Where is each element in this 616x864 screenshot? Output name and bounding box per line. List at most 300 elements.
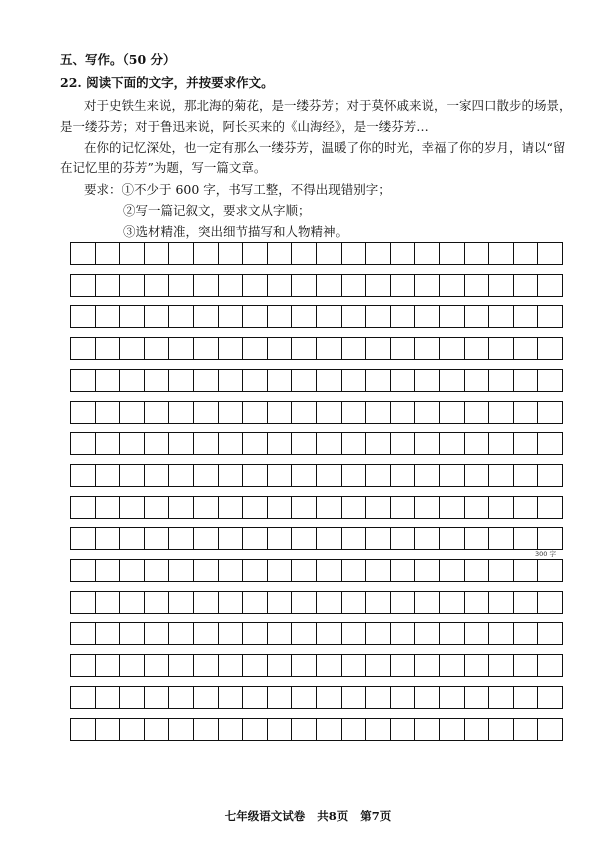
grid-cell[interactable] [390,338,415,359]
grid-cell[interactable] [464,275,489,296]
grid-cell[interactable] [390,623,415,644]
grid-cell[interactable] [537,655,563,676]
grid-cell[interactable] [439,243,464,264]
grid-cell[interactable] [168,687,193,708]
grid-cell[interactable] [218,433,243,454]
grid-cell[interactable] [414,338,439,359]
grid-cell[interactable] [242,465,267,486]
grid-cell[interactable] [193,370,218,391]
grid-cell[interactable] [316,719,341,740]
grid-cell[interactable] [70,623,95,644]
grid-cell[interactable] [439,719,464,740]
grid-cell[interactable] [439,338,464,359]
grid-cell[interactable] [488,275,513,296]
grid-cell[interactable] [341,243,366,264]
grid-cell[interactable] [341,560,366,581]
grid-cell[interactable] [365,465,390,486]
grid-cell[interactable] [193,655,218,676]
grid-cell[interactable] [365,592,390,613]
grid-cell[interactable] [193,592,218,613]
grid-cell[interactable] [95,623,120,644]
grid-cell[interactable] [513,560,538,581]
grid-cell[interactable] [439,560,464,581]
grid-cell[interactable] [168,370,193,391]
grid-cell[interactable] [218,497,243,518]
grid-cell[interactable] [168,402,193,423]
grid-cell[interactable] [341,719,366,740]
grid-cell[interactable] [119,370,144,391]
grid-cell[interactable] [390,497,415,518]
grid-cell[interactable] [267,497,292,518]
grid-cell[interactable] [242,592,267,613]
grid-cell[interactable] [513,433,538,454]
grid-cell[interactable] [267,433,292,454]
grid-cell[interactable] [291,465,316,486]
grid-cell[interactable] [537,465,563,486]
grid-cell[interactable] [316,497,341,518]
grid-cell[interactable] [341,528,366,549]
grid-cell[interactable] [537,560,563,581]
grid-cell[interactable] [390,719,415,740]
grid-cell[interactable] [95,655,120,676]
grid-cell[interactable] [316,528,341,549]
grid-cell[interactable] [218,402,243,423]
grid-cell[interactable] [267,338,292,359]
grid-cell[interactable] [439,275,464,296]
grid-cell[interactable] [95,243,120,264]
grid-cell[interactable] [70,687,95,708]
grid-cell[interactable] [119,243,144,264]
grid-cell[interactable] [242,306,267,327]
grid-cell[interactable] [513,719,538,740]
grid-cell[interactable] [390,275,415,296]
grid-cell[interactable] [488,402,513,423]
grid-cell[interactable] [70,560,95,581]
grid-cell[interactable] [144,528,169,549]
grid-cell[interactable] [218,465,243,486]
grid-cell[interactable] [144,623,169,644]
grid-cell[interactable] [218,338,243,359]
grid-cell[interactable] [95,275,120,296]
grid-cell[interactable] [439,655,464,676]
grid-cell[interactable] [144,592,169,613]
grid-cell[interactable] [439,592,464,613]
grid-cell[interactable] [414,623,439,644]
grid-cell[interactable] [95,402,120,423]
grid-cell[interactable] [218,243,243,264]
grid-cell[interactable] [267,465,292,486]
grid-cell[interactable] [242,528,267,549]
grid-cell[interactable] [193,623,218,644]
grid-cell[interactable] [95,719,120,740]
grid-cell[interactable] [291,402,316,423]
grid-cell[interactable] [488,338,513,359]
grid-cell[interactable] [291,592,316,613]
grid-cell[interactable] [95,497,120,518]
grid-cell[interactable] [242,497,267,518]
grid-cell[interactable] [365,623,390,644]
grid-cell[interactable] [390,402,415,423]
grid-cell[interactable] [464,338,489,359]
grid-cell[interactable] [537,370,563,391]
grid-cell[interactable] [414,465,439,486]
grid-cell[interactable] [316,275,341,296]
grid-cell[interactable] [390,433,415,454]
grid-cell[interactable] [464,497,489,518]
grid-cell[interactable] [70,719,95,740]
grid-cell[interactable] [70,528,95,549]
grid-cell[interactable] [439,465,464,486]
grid-cell[interactable] [291,719,316,740]
grid-cell[interactable] [414,655,439,676]
grid-cell[interactable] [70,370,95,391]
grid-cell[interactable] [439,306,464,327]
grid-cell[interactable] [316,433,341,454]
grid-cell[interactable] [168,338,193,359]
answer-grid[interactable] [70,242,563,750]
grid-cell[interactable] [390,370,415,391]
grid-cell[interactable] [537,528,563,549]
grid-cell[interactable] [144,497,169,518]
grid-cell[interactable] [341,655,366,676]
grid-cell[interactable] [193,687,218,708]
grid-cell[interactable] [144,275,169,296]
grid-cell[interactable] [242,433,267,454]
grid-cell[interactable] [267,560,292,581]
grid-cell[interactable] [365,306,390,327]
grid-cell[interactable] [291,275,316,296]
grid-cell[interactable] [488,243,513,264]
grid-cell[interactable] [291,433,316,454]
grid-cell[interactable] [513,370,538,391]
grid-cell[interactable] [119,623,144,644]
grid-cell[interactable] [242,687,267,708]
grid-cell[interactable] [341,433,366,454]
grid-cell[interactable] [341,592,366,613]
grid-cell[interactable] [291,497,316,518]
grid-cell[interactable] [168,465,193,486]
grid-cell[interactable] [218,528,243,549]
grid-cell[interactable] [513,306,538,327]
grid-cell[interactable] [464,306,489,327]
grid-cell[interactable] [218,370,243,391]
grid-cell[interactable] [390,560,415,581]
grid-cell[interactable] [119,433,144,454]
grid-cell[interactable] [168,623,193,644]
grid-cell[interactable] [119,338,144,359]
grid-cell[interactable] [365,655,390,676]
grid-cell[interactable] [390,655,415,676]
grid-cell[interactable] [365,719,390,740]
grid-cell[interactable] [414,275,439,296]
grid-cell[interactable] [144,370,169,391]
grid-cell[interactable] [70,592,95,613]
grid-cell[interactable] [267,687,292,708]
grid-cell[interactable] [316,402,341,423]
grid-cell[interactable] [168,275,193,296]
grid-cell[interactable] [464,465,489,486]
grid-cell[interactable] [267,370,292,391]
grid-cell[interactable] [144,243,169,264]
grid-cell[interactable] [95,433,120,454]
grid-cell[interactable] [119,592,144,613]
grid-cell[interactable] [144,402,169,423]
grid-cell[interactable] [316,623,341,644]
grid-cell[interactable] [291,338,316,359]
grid-cell[interactable] [193,497,218,518]
grid-cell[interactable] [193,243,218,264]
grid-cell[interactable] [414,497,439,518]
grid-cell[interactable] [70,338,95,359]
grid-cell[interactable] [316,655,341,676]
grid-cell[interactable] [316,687,341,708]
grid-cell[interactable] [316,465,341,486]
grid-cell[interactable] [95,338,120,359]
grid-cell[interactable] [414,592,439,613]
grid-cell[interactable] [144,465,169,486]
grid-cell[interactable] [414,306,439,327]
grid-cell[interactable] [119,528,144,549]
grid-cell[interactable] [267,243,292,264]
grid-cell[interactable] [488,655,513,676]
grid-cell[interactable] [488,687,513,708]
grid-cell[interactable] [513,497,538,518]
grid-cell[interactable] [390,592,415,613]
grid-cell[interactable] [316,560,341,581]
grid-cell[interactable] [513,687,538,708]
grid-cell[interactable] [439,433,464,454]
grid-cell[interactable] [193,275,218,296]
grid-cell[interactable] [513,465,538,486]
grid-cell[interactable] [341,402,366,423]
grid-cell[interactable] [242,338,267,359]
grid-cell[interactable] [464,623,489,644]
grid-cell[interactable] [316,338,341,359]
grid-cell[interactable] [365,528,390,549]
grid-cell[interactable] [267,719,292,740]
grid-cell[interactable] [414,433,439,454]
grid-cell[interactable] [365,560,390,581]
grid-cell[interactable] [390,243,415,264]
grid-cell[interactable] [513,275,538,296]
grid-cell[interactable] [365,497,390,518]
grid-cell[interactable] [464,687,489,708]
grid-cell[interactable] [119,402,144,423]
grid-cell[interactable] [365,433,390,454]
grid-cell[interactable] [218,592,243,613]
grid-cell[interactable] [414,243,439,264]
grid-cell[interactable] [291,687,316,708]
grid-cell[interactable] [464,560,489,581]
grid-cell[interactable] [168,497,193,518]
grid-cell[interactable] [291,306,316,327]
grid-cell[interactable] [341,275,366,296]
grid-cell[interactable] [168,528,193,549]
grid-cell[interactable] [70,465,95,486]
grid-cell[interactable] [513,338,538,359]
grid-cell[interactable] [267,592,292,613]
grid-cell[interactable] [513,592,538,613]
grid-cell[interactable] [488,370,513,391]
grid-cell[interactable] [70,433,95,454]
grid-cell[interactable] [119,560,144,581]
grid-cell[interactable] [193,465,218,486]
grid-cell[interactable] [267,306,292,327]
grid-cell[interactable] [365,402,390,423]
grid-cell[interactable] [488,623,513,644]
grid-cell[interactable] [341,306,366,327]
grid-cell[interactable] [488,719,513,740]
grid-cell[interactable] [390,465,415,486]
grid-cell[interactable] [168,306,193,327]
grid-cell[interactable] [119,719,144,740]
grid-cell[interactable] [414,687,439,708]
grid-cell[interactable] [488,433,513,454]
grid-cell[interactable] [439,402,464,423]
grid-cell[interactable] [144,433,169,454]
grid-cell[interactable] [537,275,563,296]
grid-cell[interactable] [95,560,120,581]
grid-cell[interactable] [218,560,243,581]
grid-cell[interactable] [365,338,390,359]
grid-cell[interactable] [144,655,169,676]
grid-cell[interactable] [365,243,390,264]
grid-cell[interactable] [242,560,267,581]
grid-cell[interactable] [144,687,169,708]
grid-cell[interactable] [390,306,415,327]
grid-cell[interactable] [193,433,218,454]
grid-cell[interactable] [168,433,193,454]
grid-cell[interactable] [513,623,538,644]
grid-cell[interactable] [119,497,144,518]
grid-cell[interactable] [168,719,193,740]
grid-cell[interactable] [144,338,169,359]
grid-cell[interactable] [95,592,120,613]
grid-cell[interactable] [537,402,563,423]
grid-cell[interactable] [242,655,267,676]
grid-cell[interactable] [464,655,489,676]
grid-cell[interactable] [464,433,489,454]
grid-cell[interactable] [267,275,292,296]
grid-cell[interactable] [439,528,464,549]
grid-cell[interactable] [537,306,563,327]
grid-cell[interactable] [242,719,267,740]
grid-cell[interactable] [365,275,390,296]
grid-cell[interactable] [513,243,538,264]
grid-cell[interactable] [144,560,169,581]
grid-cell[interactable] [291,623,316,644]
grid-cell[interactable] [464,402,489,423]
grid-cell[interactable] [537,719,563,740]
grid-cell[interactable] [119,687,144,708]
grid-cell[interactable] [70,655,95,676]
grid-cell[interactable] [341,623,366,644]
grid-cell[interactable] [218,655,243,676]
grid-cell[interactable] [70,243,95,264]
grid-cell[interactable] [242,243,267,264]
grid-cell[interactable] [341,338,366,359]
grid-cell[interactable] [414,402,439,423]
grid-cell[interactable] [95,687,120,708]
grid-cell[interactable] [341,370,366,391]
grid-cell[interactable] [488,528,513,549]
grid-cell[interactable] [291,370,316,391]
grid-cell[interactable] [341,465,366,486]
grid-cell[interactable] [464,592,489,613]
grid-cell[interactable] [414,370,439,391]
grid-cell[interactable] [414,528,439,549]
grid-cell[interactable] [537,338,563,359]
grid-cell[interactable] [168,560,193,581]
grid-cell[interactable] [513,528,538,549]
grid-cell[interactable] [316,592,341,613]
grid-cell[interactable] [95,370,120,391]
grid-cell[interactable] [70,402,95,423]
grid-cell[interactable] [291,243,316,264]
grid-cell[interactable] [464,243,489,264]
grid-cell[interactable] [119,465,144,486]
grid-cell[interactable] [414,719,439,740]
grid-cell[interactable] [267,623,292,644]
grid-cell[interactable] [95,306,120,327]
grid-cell[interactable] [537,592,563,613]
grid-cell[interactable] [488,465,513,486]
grid-cell[interactable] [513,402,538,423]
grid-cell[interactable] [70,497,95,518]
grid-cell[interactable] [267,655,292,676]
grid-cell[interactable] [242,402,267,423]
grid-cell[interactable] [341,687,366,708]
grid-cell[interactable] [291,560,316,581]
grid-cell[interactable] [439,370,464,391]
grid-cell[interactable] [390,687,415,708]
grid-cell[interactable] [537,687,563,708]
grid-cell[interactable] [218,275,243,296]
grid-cell[interactable] [267,528,292,549]
grid-cell[interactable] [316,370,341,391]
grid-cell[interactable] [488,306,513,327]
grid-cell[interactable] [291,655,316,676]
grid-cell[interactable] [439,687,464,708]
grid-cell[interactable] [168,243,193,264]
grid-cell[interactable] [439,497,464,518]
grid-cell[interactable] [365,370,390,391]
grid-cell[interactable] [218,623,243,644]
grid-cell[interactable] [365,687,390,708]
grid-cell[interactable] [414,560,439,581]
grid-cell[interactable] [168,592,193,613]
grid-cell[interactable] [464,370,489,391]
grid-cell[interactable] [144,306,169,327]
grid-cell[interactable] [291,528,316,549]
grid-cell[interactable] [144,719,169,740]
grid-cell[interactable] [513,655,538,676]
grid-cell[interactable] [193,719,218,740]
grid-cell[interactable] [537,497,563,518]
grid-cell[interactable] [464,719,489,740]
grid-cell[interactable] [537,433,563,454]
grid-cell[interactable] [70,275,95,296]
grid-cell[interactable] [168,655,193,676]
grid-cell[interactable] [316,306,341,327]
grid-cell[interactable] [218,719,243,740]
grid-cell[interactable] [119,655,144,676]
grid-cell[interactable] [193,338,218,359]
grid-cell[interactable] [488,560,513,581]
grid-cell[interactable] [242,275,267,296]
grid-cell[interactable] [242,623,267,644]
grid-cell[interactable] [193,306,218,327]
